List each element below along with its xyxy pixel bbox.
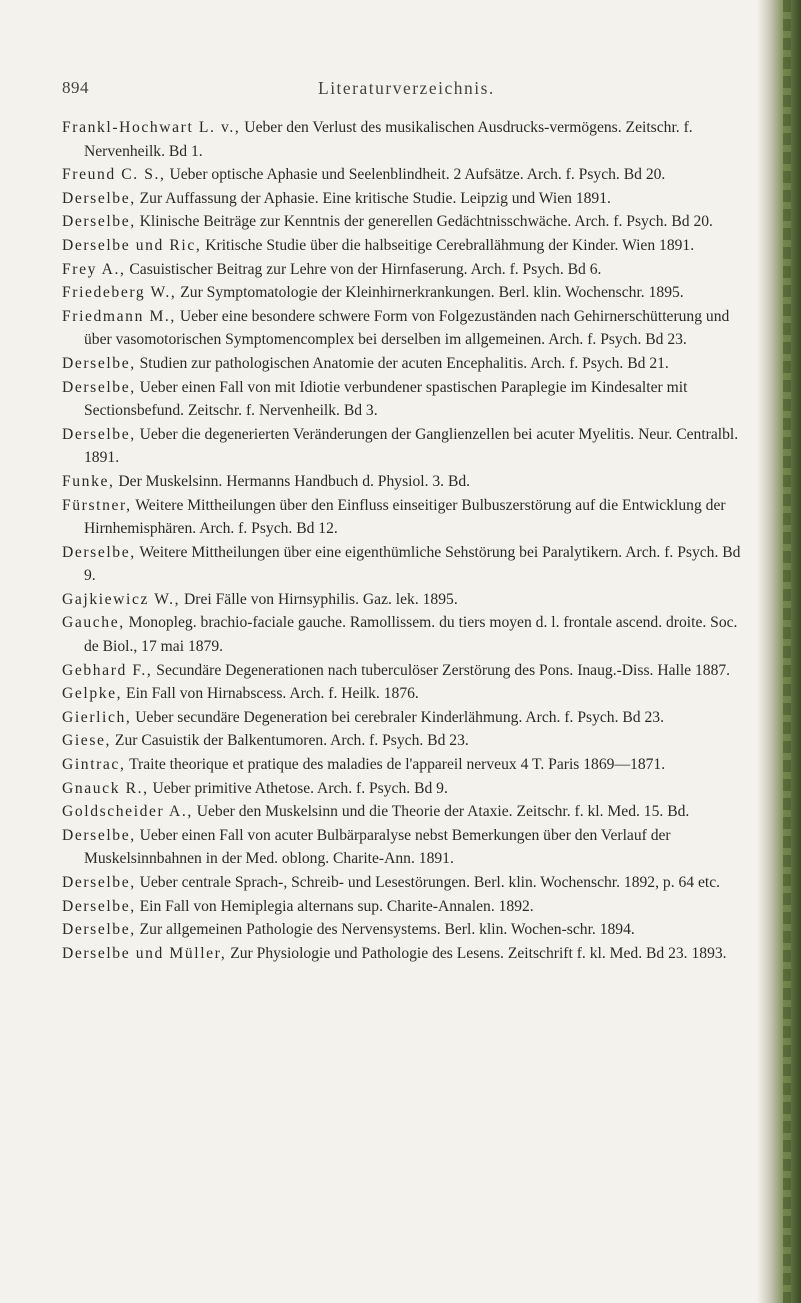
entry-author: Derselbe, bbox=[62, 425, 136, 443]
bibliography-entry bbox=[62, 588, 752, 612]
entry-author: Freund C. S., bbox=[62, 166, 166, 184]
bibliography-entry bbox=[62, 210, 752, 234]
bibliography-entry bbox=[62, 777, 752, 801]
entry-author: Gebhard F., bbox=[62, 661, 153, 679]
bibliography-entry bbox=[62, 824, 752, 871]
entry-author: Funke, bbox=[62, 472, 115, 490]
bibliography-entry bbox=[62, 234, 752, 258]
entry-author: Gelpke, bbox=[62, 685, 123, 703]
entry-text: Zur Physiologie und Pathologie des Lesens. Zeitschrift f. kl. Med. Bd 23. 1893. bbox=[226, 944, 727, 962]
bibliography-entry bbox=[62, 376, 752, 423]
bibliography-entry bbox=[62, 729, 752, 753]
bibliography-entry bbox=[62, 163, 752, 187]
entry-author: Friedmann M., bbox=[62, 307, 176, 325]
entry-text: Ueber optische Aphasie und Seelenblindheit. 2 Aufsätze. Arch. f. Psych. Bd 20. bbox=[165, 166, 666, 184]
bibliography-entry bbox=[62, 470, 752, 494]
entry-author: Derselbe, bbox=[62, 213, 136, 231]
entry-text: Der Muskelsinn. Hermanns Handbuch d. Physiol. 3. Bd. bbox=[114, 472, 471, 490]
bibliography-entry bbox=[62, 423, 752, 470]
entry-text: Ein Fall von Hirnabscess. Arch. f. Heilk. 1876. bbox=[122, 685, 419, 703]
entry-author: Giese, bbox=[62, 732, 112, 750]
entry-author: Goldscheider A., bbox=[62, 803, 193, 821]
bibliography-entry bbox=[62, 871, 752, 895]
entry-author: Fürstner, bbox=[62, 496, 132, 514]
bibliography-entry bbox=[62, 682, 752, 706]
entry-text: Ueber den Muskelsinn und die Theorie der Ataxie. Zeitschr. f. kl. Med. 15. Bd. bbox=[192, 803, 690, 821]
entry-text: Casuistischer Beitrag zur Lehre von der Hirnfaserung. Arch. f. Psych. Bd 6. bbox=[125, 260, 602, 278]
entry-author: Derselbe, bbox=[62, 826, 136, 844]
bibliography-entry bbox=[62, 541, 752, 588]
bibliography-entry bbox=[62, 895, 752, 919]
entry-author: Frankl-Hochwart L. v., bbox=[62, 119, 241, 136]
entry-text: Zur Casuistik der Balkentumoren. Arch. f. Psych. Bd 23. bbox=[111, 732, 469, 750]
entry-text: Ueber einen Fall von mit Idiotie verbundener spastischen Paraplegie im Kindesalter mit Sectionsbefund. Zeitschr. f. Nervenheilk. Bd 3. bbox=[84, 378, 688, 420]
entry-text: Ueber einen Fall von acuter Bulbärparalyse nebst Bemerkungen über den Verlauf der Muskelsinnbahnen in der Med. oblong. Charite-Ann. 1891. bbox=[84, 826, 671, 868]
entry-text: Weitere Mittheilungen über den Einfluss einseitiger Bulbuszerstörung auf die Entwicklung der Hirnhemisphären. Arch. f. Psych. Bd 12. bbox=[84, 496, 726, 538]
entry-text: Ueber die degenerierten Veränderungen der Ganglienzellen bei acuter Myelitis. Neur. Centralbl. 1891. bbox=[84, 425, 739, 467]
entry-text: Ein Fall von Hemiplegia alternans sup. Charite-Annalen. 1892. bbox=[135, 897, 534, 915]
entry-author: Friedeberg W., bbox=[62, 284, 177, 302]
entry-author: Gauche, bbox=[62, 614, 125, 632]
entry-text: Zur Symptomatologie der Kleinhirnerkrankungen. Berl. klin. Wochenschr. 1895. bbox=[176, 284, 684, 302]
bibliography-entry bbox=[62, 494, 752, 541]
bibliography-entry bbox=[62, 800, 752, 824]
entry-text: Zur allgemeinen Pathologie des Nervensystems. Berl. klin. Wochen-schr. 1894. bbox=[135, 921, 635, 939]
bibliography-entry bbox=[62, 706, 752, 730]
bibliography-entry bbox=[62, 258, 752, 282]
bibliography-entry bbox=[62, 942, 752, 966]
bibliography-entry bbox=[62, 753, 752, 777]
entry-author: Derselbe, bbox=[62, 921, 136, 939]
entry-text: Kritische Studie über die halbseitige Cerebrallähmung der Kinder. Wien 1891. bbox=[201, 236, 695, 254]
entry-author: Derselbe und Müller, bbox=[62, 944, 227, 962]
page-number: 894 bbox=[62, 78, 89, 97]
bibliography-entry bbox=[62, 352, 752, 376]
bibliography-entry bbox=[62, 305, 752, 352]
entry-text: Klinische Beiträge zur Kenntnis der generellen Gedächtnisschwäche. Arch. f. Psych. Bd 20. bbox=[135, 213, 713, 231]
entry-text: Monopleg. brachio-faciale gauche. Ramollissem. du tiers moyen d. l. frontale ascend. droite. Soc. de Biol., 17 mai 1879. bbox=[84, 614, 738, 656]
bibliography-entry bbox=[62, 281, 752, 305]
entry-author: Derselbe, bbox=[62, 354, 136, 372]
entry-text: Secundäre Degenerationen nach tuberculöser Zerstörung des Pons. Inaug.-Diss. Halle 1887. bbox=[152, 661, 731, 679]
entry-author: Frey A., bbox=[62, 260, 126, 278]
entry-text: Ueber eine besondere schwere Form von Folgezuständen nach Gehirnerschütterung und über vasomotorischen Symptomencomplex bei derselben im allgemeinen. Arch. f. Psych. Bd 23. bbox=[84, 307, 730, 349]
entry-text: Studien zur pathologischen Anatomie der acuten Encephalitis. Arch. f. Psych. Bd 21. bbox=[135, 354, 669, 372]
book-binding-edge bbox=[757, 0, 801, 1303]
entry-text: Ueber den Verlust des musikalischen Ausdrucks-vermögens. Zeitschr. f. Nervenheilk. Bd 1. bbox=[84, 119, 693, 160]
entry-author: Derselbe, bbox=[62, 189, 136, 207]
page-header bbox=[62, 78, 742, 102]
entry-text: Ueber secundäre Degeneration bei cerebraler Kinderlähmung. Arch. f. Psych. Bd 23. bbox=[131, 708, 664, 726]
bibliography-entry bbox=[62, 918, 752, 942]
entry-author: Gajkiewicz W., bbox=[62, 590, 181, 608]
entry-author: Derselbe, bbox=[62, 874, 136, 891]
bibliography-entry bbox=[62, 187, 752, 211]
entry-author: Derselbe, bbox=[62, 378, 136, 396]
entry-author: Gierlich, bbox=[62, 708, 132, 726]
entry-author: Gnauck R., bbox=[62, 779, 149, 797]
bibliography-entry bbox=[62, 116, 752, 163]
entry-text: Traite theorique et pratique des maladies de l'appareil nerveux 4 T. Paris 1869—1871. bbox=[125, 756, 666, 774]
bibliography-entry bbox=[62, 611, 752, 658]
bibliography-entry bbox=[62, 659, 752, 683]
entry-text: Ueber primitive Athetose. Arch. f. Psych. Bd 9. bbox=[148, 779, 448, 797]
entry-author: Gintrac, bbox=[62, 756, 126, 774]
entry-author: Derselbe und Ric, bbox=[62, 236, 202, 254]
entry-text: Ueber centrale Sprach-, Schreib- und Lesestörungen. Berl. klin. Wochenschr. 1892, p. 64 etc. bbox=[135, 874, 721, 891]
entry-text: Zur Auffassung der Aphasie. Eine kritische Studie. Leipzig und Wien 1891. bbox=[135, 189, 611, 207]
bibliography-list bbox=[62, 116, 752, 965]
entry-text: Drei Fälle von Hirnsyphilis. Gaz. lek. 1895. bbox=[180, 590, 458, 608]
entry-author: Derselbe, bbox=[62, 897, 136, 915]
entry-text: Weitere Mittheilungen über eine eigenthümliche Sehstörung bei Paralytikern. Arch. f. Psych. Bd 9. bbox=[84, 543, 741, 585]
running-title: Literaturverzeichnis. bbox=[318, 78, 495, 98]
entry-author: Derselbe, bbox=[62, 543, 136, 561]
